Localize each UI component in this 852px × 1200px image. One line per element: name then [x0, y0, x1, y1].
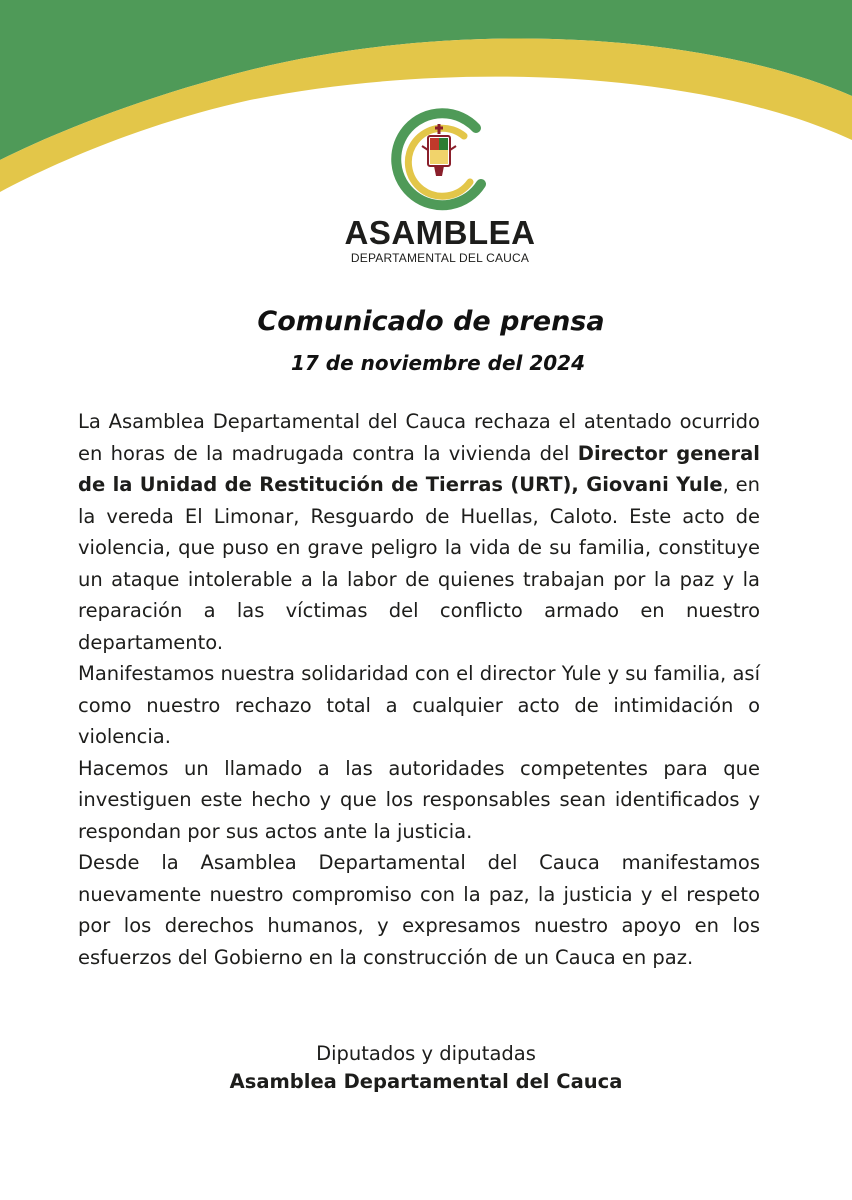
organization-name: ASAMBLEA	[344, 214, 536, 251]
page-title: Comunicado de prensa	[257, 306, 605, 337]
organization-subtitle: DEPARTAMENTAL DEL CAUCA	[350, 251, 530, 265]
press-release-date: 17 de noviembre del 2024	[291, 351, 585, 375]
signature-block	[0, 1040, 852, 1096]
paragraph-1-highlight: Director general de la Unidad de Restitución de Tierras (URT), Giovani Yule	[78, 441, 760, 496]
signature-line-1: Diputados y diputadas	[316, 1042, 536, 1065]
paragraph-1	[78, 406, 760, 658]
paragraph-4: Desde la Asamblea Departamental del Cauca manifestamos nuevamente nuestro compromiso con la paz, la justicia y el respeto por los derechos humanos, y expresamos nuestro apoyo en los esfuerzos del Gobierno en la construcción de un Cauca en paz.	[78, 851, 760, 969]
paragraph-1-intro: La Asamblea Departamental del Cauca rechaza el atentado ocurrido en horas de la madrugada contra la vivienda del	[78, 410, 760, 465]
paragraph-3: Hacemos un llamado a las autoridades competentes para que investiguen este hecho y que los responsables sean identificados y respondan por sus actos ante la justicia.	[78, 756, 760, 843]
press-release-body	[78, 406, 760, 973]
paragraph-2: Manifestamos nuestra solidaridad con el director Yule y su familia, así como nuestro rechazo total a cualquier acto de intimidación o violencia.	[78, 662, 760, 748]
signature-organization: Asamblea Departamental del Cauca	[229, 1070, 623, 1093]
coat-of-arms-icon	[386, 106, 496, 216]
paragraph-1-rest: , en la vereda El Limonar, Resguardo de Huellas, Caloto. Este acto de violencia, que puso en grave peligro la vida de su familia, constituye un ataque intolerable a la labor de quienes trabajan por la paz y la reparación a las víctimas del conflicto armado en nuestro departamento.	[78, 473, 760, 654]
